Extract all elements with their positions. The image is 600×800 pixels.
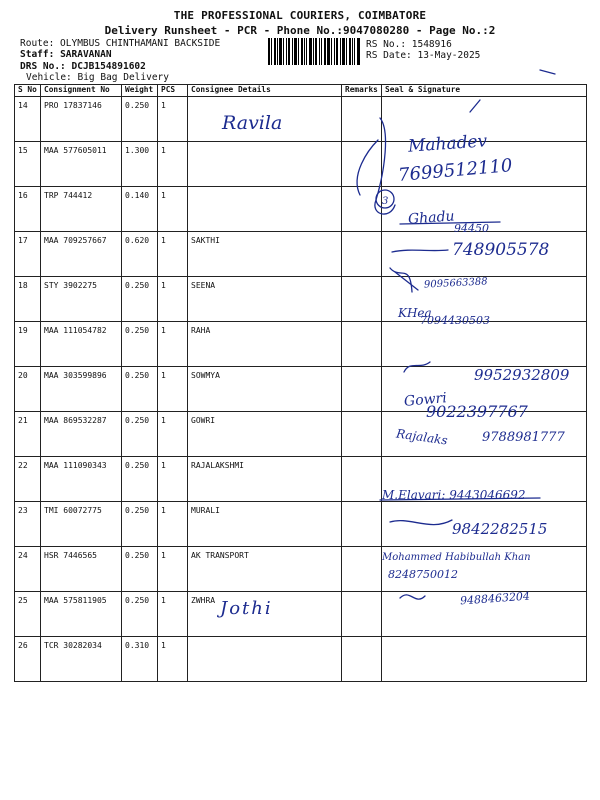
table-row [15,277,587,322]
remarks-cell [342,232,382,277]
pieces-cell: 1 [158,412,188,457]
weight-cell: 0.250 [122,97,158,142]
consignment-number-cell: MAA 575811905 [41,592,122,637]
serial-number-cell: 22 [15,457,41,502]
barcode-image [268,38,360,65]
handwritten-phone-22: 9788981777 [482,430,565,445]
table-header-row [15,85,587,97]
consignment-number-cell: HSR 7446565 [41,547,122,592]
consignment-number-cell: TMI 60072775 [41,502,122,547]
weight-cell: 0.250 [122,502,158,547]
signature-cell [382,637,587,682]
column-header: S No [15,85,41,97]
consignee-cell: SAKTHI [188,232,342,277]
table-row [15,637,587,682]
consignee-cell [188,142,342,187]
consignment-number-cell: MAA 111090343 [41,457,122,502]
weight-cell: 0.250 [122,457,158,502]
runsheet-subtitle: Delivery Runsheet - PCR - Phone No.:9047080280 - Page No.:2 [104,24,496,37]
remarks-cell [342,592,382,637]
weight-cell: 0.250 [122,547,158,592]
handwritten-mahadev: Mahadev [407,131,488,157]
pieces-cell: 1 [158,502,188,547]
handwritten-circled-number: 3 [382,196,389,207]
weight-cell: 0.250 [122,367,158,412]
company-title: THE PROFESSIONAL COURIERS, COIMBATORE [173,9,427,22]
handwritten-phone-16: 7699512110 [397,155,514,186]
handwritten-name-17: Ghadu [407,208,456,228]
staff-label: Staff: [20,49,55,60]
remarks-cell [342,277,382,322]
handwritten-phone-25: 8248750012 [388,568,458,581]
serial-number-cell: 25 [15,592,41,637]
remarks-cell [342,547,382,592]
pieces-cell: 1 [158,367,188,412]
consignment-number-cell: MAA 709257667 [41,232,122,277]
pieces-cell: 1 [158,142,188,187]
serial-number-cell: 17 [15,232,41,277]
handwritten-ravila: Ravila [222,112,283,134]
rs-number: RS No.: 1548916 [366,39,452,50]
drs-label: DRS No.: [20,61,66,72]
weight-cell: 0.250 [122,592,158,637]
remarks-cell [342,457,382,502]
remarks-cell [342,187,382,232]
rs-date: RS Date: 13-May-2025 [366,50,481,61]
remarks-cell [342,97,382,142]
handwritten-phone-21: 9022397767 [426,402,528,421]
serial-number-cell: 23 [15,502,41,547]
signature-cell [382,322,587,367]
serial-number-cell: 26 [15,637,41,682]
handwritten-name-23: M.Elavari: 9443046692 [382,488,526,502]
remarks-cell [342,502,382,547]
weight-cell: 0.310 [122,637,158,682]
drs-line [20,61,146,72]
remarks-cell [342,367,382,412]
handwritten-name-25: Mohammed Habibullah Khan [382,552,531,563]
consignment-number-cell: TRP 744412 [41,187,122,232]
consignment-number-cell: MAA 303599896 [41,367,122,412]
handwritten-name-21: Gowri [403,390,448,410]
pieces-cell: 1 [158,187,188,232]
column-header: Seal & Signature [382,85,587,97]
consignment-number-cell: MAA 111054782 [41,322,122,367]
handwritten-jothi: Jothi [220,598,273,619]
handwritten-phone-20: 9952932809 [474,366,570,384]
pieces-cell: 1 [158,322,188,367]
weight-cell: 0.250 [122,412,158,457]
serial-number-cell: 19 [15,322,41,367]
consignee-cell: SEENA [188,277,342,322]
pieces-cell: 1 [158,637,188,682]
weight-cell: 0.620 [122,232,158,277]
pieces-cell: 1 [158,97,188,142]
remarks-cell [342,142,382,187]
column-header: PCS [158,85,188,97]
serial-number-cell: 21 [15,412,41,457]
serial-number-cell: 16 [15,187,41,232]
remarks-cell [342,322,382,367]
table-row [15,322,587,367]
handwritten-phone-17b: 748905578 [452,240,550,260]
drs-value: DCJB154891602 [71,61,146,72]
remarks-cell [342,637,382,682]
consignee-cell [188,187,342,232]
handwritten-phone-18: 9095663388 [423,276,488,291]
staff-line [20,49,112,60]
staff-value: SARAVANAN [60,49,112,60]
consignment-number-cell: TCR 30282034 [41,637,122,682]
weight-cell: 0.250 [122,322,158,367]
consignee-cell: RAJALAKSHMI [188,457,342,502]
weight-cell: 1.300 [122,142,158,187]
pieces-cell: 1 [158,277,188,322]
handwritten-name-19: KHea [398,306,432,320]
column-header: Weight [122,85,158,97]
consignee-cell: MURALI [188,502,342,547]
handwritten-phone-19: 7094430503 [420,314,490,327]
serial-number-cell: 24 [15,547,41,592]
consignment-number-cell: MAA 869532287 [41,412,122,457]
pieces-cell: 1 [158,592,188,637]
pieces-cell: 1 [158,457,188,502]
vehicle-text: Vehicle: Big Bag Delivery [26,72,169,83]
table-row [15,97,587,142]
consignee-cell [188,637,342,682]
pieces-cell: 1 [158,547,188,592]
serial-number-cell: 14 [15,97,41,142]
handwritten-phone-17a: 94450 [454,222,489,235]
table-row [15,187,587,232]
column-header: Remarks [342,85,382,97]
weight-cell: 0.140 [122,187,158,232]
serial-number-cell: 18 [15,277,41,322]
consignee-cell: AK TRANSPORT [188,547,342,592]
consignee-cell: SOWMYA [188,367,342,412]
consignment-number-cell: MAA 577605011 [41,142,122,187]
remarks-cell [342,412,382,457]
consignment-number-cell: STY 3902275 [41,277,122,322]
serial-number-cell: 15 [15,142,41,187]
column-header: Consignment No [41,85,122,97]
column-header: Consignee Details [188,85,342,97]
pieces-cell: 1 [158,232,188,277]
consignee-cell: ZWHRA [188,592,342,637]
serial-number-cell: 20 [15,367,41,412]
consignee-cell: GOWRI [188,412,342,457]
handwritten-name-22: Rajalaks [395,426,449,448]
consignment-number-cell: PRO 17837146 [41,97,122,142]
consignee-cell: RAHA [188,322,342,367]
handwritten-phone-24: 9842282515 [452,520,548,538]
route-text: Route: OLYMBUS CHINTHAMANI BACKSIDE [20,38,221,49]
handwritten-phone-26: 9488463204 [459,589,531,608]
weight-cell: 0.250 [122,277,158,322]
